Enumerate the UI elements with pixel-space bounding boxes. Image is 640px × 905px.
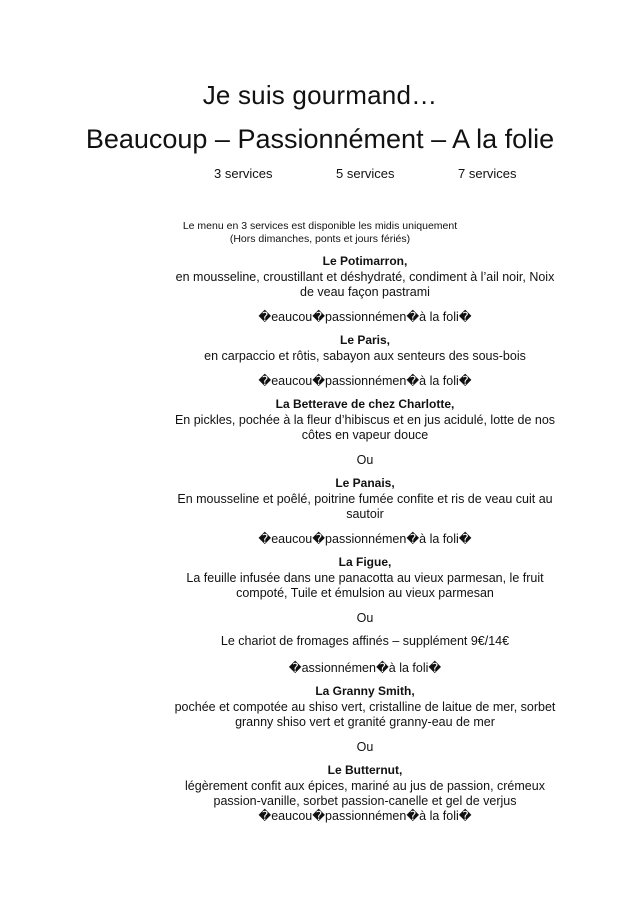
or-label: Ou	[356, 740, 374, 754]
course-potimarron	[170, 254, 560, 300]
course-description: en mousseline, croustillant et déshydraté, condiment à l’ail noir, Noix de veau façon pastrami	[175, 270, 555, 299]
service-option-5: 5 services	[336, 166, 395, 181]
course-name: La Granny Smith,	[315, 684, 415, 698]
course-description: En mousseline et poêlé, poitrine fumée confite et ris de veau cuit au sautoir	[177, 492, 553, 521]
course-description: pochée et compotée au shiso vert, cristalline de laitue de mer, sorbet granny shiso vert et granité granny-eau de mer	[174, 700, 556, 729]
course-granny-smith	[170, 684, 560, 730]
page-subtitle: Beaucoup – Passionnément – A la folie	[85, 124, 555, 154]
course-list	[170, 254, 560, 824]
course-name: La Figue,	[338, 555, 392, 569]
menu-intro	[0, 220, 640, 246]
course-description: légèrement confit aux épices, mariné au jus de passion, crémeux passion-vanille, sorbet passion-canelle et gel de verjus	[185, 779, 545, 808]
service-option-7: 7 services	[458, 166, 517, 181]
intro-line-1: Le menu en 3 services est disponible les midis uniquement	[182, 220, 458, 232]
course-panais	[170, 476, 560, 522]
menu-separator: �eaucou�passionnémen�à la foli�	[258, 532, 472, 546]
course-paris	[170, 333, 560, 364]
intro-line-2: (Hors dimanches, ponts et jours fériés)	[229, 233, 411, 245]
course-name: Le Potimarron,	[322, 254, 408, 268]
page-title: Je suis gourmand…	[202, 80, 438, 110]
course-name: La Betterave de chez Charlotte,	[275, 397, 455, 411]
cheese-trolley-supplement: Le chariot de fromages affinés – supplément 9€/14€	[220, 634, 510, 648]
course-description: En pickles, pochée à la fleur d’hibiscus et en jus acidulé, lotte de nos côtes en vapeur douce	[174, 413, 556, 442]
services-row	[0, 166, 640, 184]
course-butternut	[170, 763, 560, 809]
course-description: en carpaccio et rôtis, sabayon aux senteurs des sous-bois	[204, 349, 526, 363]
course-betterave	[170, 397, 560, 443]
course-name: Le Butternut,	[327, 763, 403, 777]
menu-separator: �eaucou�passionnémen�à la foli�	[258, 374, 472, 388]
course-name: Le Paris,	[339, 333, 391, 347]
menu-separator: �eaucou�passionnémen�à la foli�	[258, 310, 472, 324]
menu-separator: �eaucou�passionnémen�à la foli�	[258, 809, 472, 823]
or-label: Ou	[356, 611, 374, 625]
service-option-3: 3 services	[214, 166, 273, 181]
course-description: La feuille infusée dans une panacotta au vieux parmesan, le fruit compoté, Tuile et émulsion au vieux parmesan	[186, 571, 544, 600]
course-figue	[170, 555, 560, 601]
menu-separator: �assionnémen�à la foli�	[288, 661, 442, 675]
course-name: Le Panais,	[335, 476, 395, 490]
or-label: Ou	[356, 453, 374, 467]
